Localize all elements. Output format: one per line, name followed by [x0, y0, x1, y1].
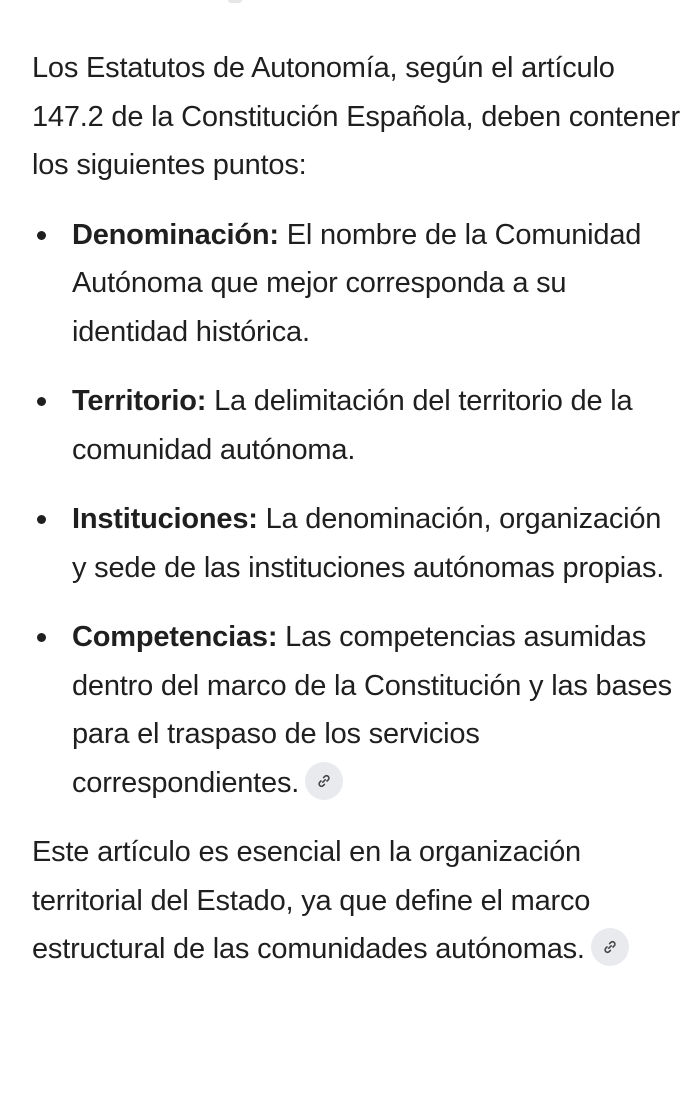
bullet-dot: [37, 397, 46, 406]
intro-paragraph: Los Estatutos de Autonomía, según el artículo 147.2 de la Constitución Española, deben contener los siguientes puntos:: [32, 52, 681, 181]
list-item-term: Instituciones:: [72, 503, 258, 535]
statute-points-list: [32, 211, 682, 808]
bullet-dot: [37, 231, 46, 240]
list-item-text: La delimitación del territorio de la comunidad autónoma.: [72, 385, 633, 466]
bullet-dot: [37, 633, 46, 642]
list-item-term: Denominación:: [72, 218, 279, 251]
list-item-text: La denominación, organización y sede de las instituciones autónomas propias.: [72, 503, 665, 584]
list-item-term: Territorio:: [72, 385, 207, 417]
list-item-text: Las competencias asumidas dentro del marco de la Constitución y las bases para el traspaso de los servicios correspondientes.: [72, 621, 672, 799]
link-icon: [316, 773, 332, 789]
source-link-button[interactable]: [591, 928, 629, 966]
closing-text: Este artículo es esencial en la organización territorial del Estado, ya que define el marco estructural de las comunidades autónomas.: [32, 836, 591, 965]
list-item-instituciones: [32, 495, 682, 592]
list-item-denominacion: [32, 211, 682, 357]
list-item-competencias: [32, 613, 682, 807]
scroll-edge-indicator: [228, 0, 242, 3]
list-item-text: El nombre de la Comunidad Autónoma que mejor corresponda a su identidad histórica.: [72, 218, 642, 348]
link-icon: [602, 939, 618, 955]
closing-paragraph: [32, 828, 672, 974]
response-content: [32, 44, 682, 974]
list-item-territorio: [32, 377, 682, 474]
bullet-dot: [37, 515, 46, 524]
source-link-button[interactable]: [305, 762, 343, 800]
list-item-term: Competencias:: [72, 621, 278, 653]
